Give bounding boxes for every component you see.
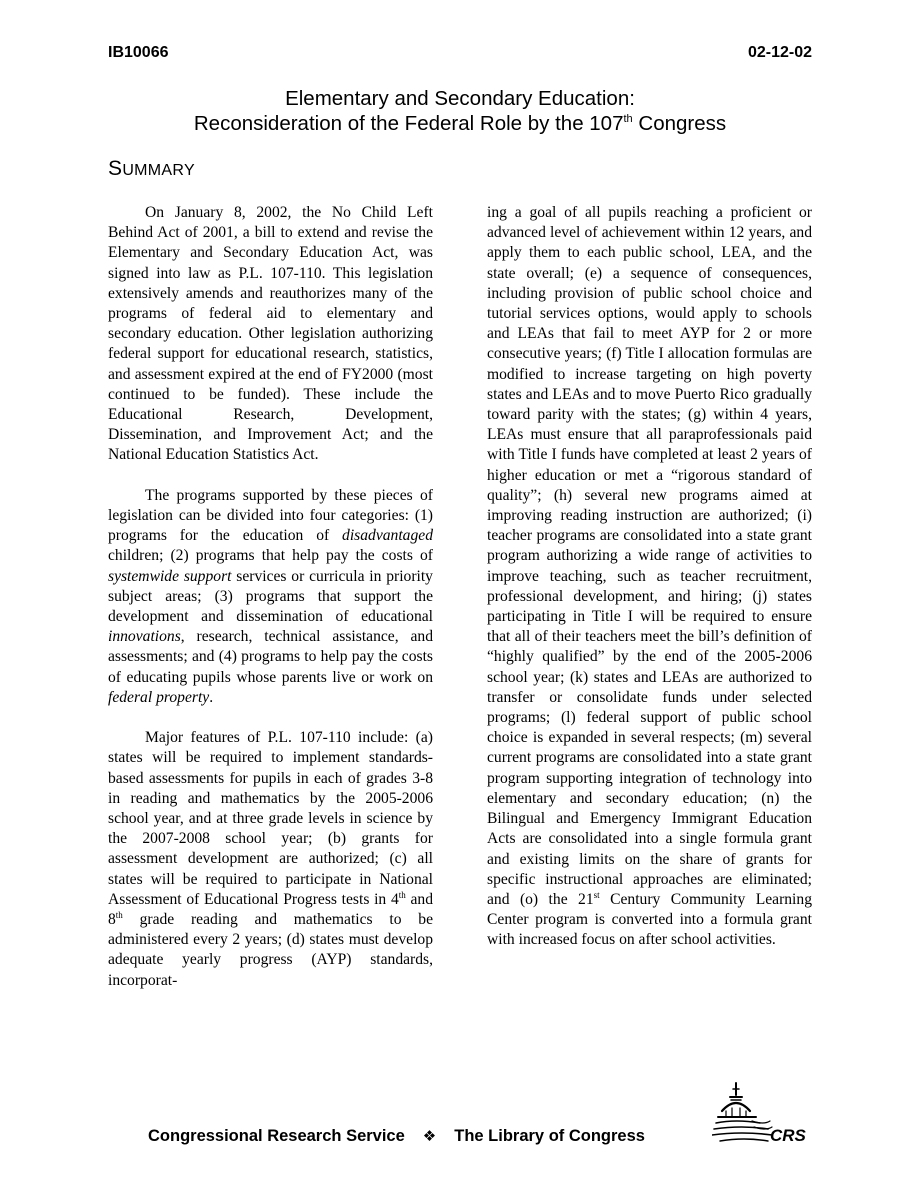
title-line-2-end: Congress	[632, 112, 727, 135]
text-run: ing a goal of all pupils reaching a proficient or advanced level of achievement within 12 years, and apply them to each public school, LEA, and the state overall; (e) a sequence of consequences, including provision of public school choice and tutorial services options, would apply to schools and LEAs that fail to meet AYP for 2 or more consecutive years; (f) Title I allocation formulas are modified to increase targeting on high poverty states and LEAs and to move Puerto Rico gradually toward parity with the states; (g) within 4 years, LEAs must ensure that all paraprofessionals paid with Title I funds have completed at least 2 years of higher education or met a “rigorous standard of quality”; (h) several new programs aimed at improving reading instruction are authorized; (i) teacher programs are consolidated into a state grant program authorizing a wide range of activities to improve teaching, such as teacher recruitment, professional development, and hiring; (j) states participating in Title I will be required to ensure that all of their teachers meet the bill’s definition of “highly qualified” by the end of the 2005-2006 school year; (k) states and LEAs are authorized to transfer or consolidate funds under selected programs; (l) federal support of public school choice is expanded in several respects; (m) several current programs are consolidated into a state grant program supporting integration of technology into elementary and secondary education; (n) the Bilingual and Emergency Immigrant Education Acts are consolidated into a single formula grant and existing limits on the share of grants for specific instructional approaches are eliminated; and (o) the 21	[487, 204, 812, 908]
title-line-2-text: Reconsideration of the Federal Role by the 107	[193, 112, 624, 135]
emphasis-disadvantaged: disadvantaged	[342, 527, 433, 545]
document-id: IB10066	[108, 44, 169, 61]
superscript: th	[398, 889, 406, 900]
superscript: st	[593, 889, 600, 900]
crs-logo-text: CRS	[770, 1126, 806, 1145]
paragraph-major-features	[108, 728, 433, 991]
text-run: The programs supported by these pieces of legislation can be divided into four categories: (1) programs for the education of	[108, 486, 433, 545]
title-line-2	[108, 111, 812, 136]
text-run: children; (2) programs that help pay the costs of	[108, 547, 433, 565]
text-run: Major features of P.L. 107-110 include: (a) states will be required to implement standards-based assessments for pupils in each of grades 3-8 in reading and mathematics by the 2005-2006 school year, and at three grade levels in science by the 2007-2008 school year; (b) grants for assessment development are authorized; (c) all states will be required to participate in National Assessment of Educational Progress tests in 4	[108, 729, 433, 908]
document-title	[108, 86, 812, 136]
text-run: , research, technical assistance, and assessments; and (4) programs to help pay the costs of educating pupils whose parents live or work on	[108, 628, 433, 686]
left-column	[108, 203, 433, 1011]
diamond-separator-icon: ❖	[422, 1127, 437, 1145]
section-heading-rest: UMMARY	[122, 162, 195, 179]
title-line-1: Elementary and Secondary Education:	[285, 87, 635, 110]
crs-logo-icon	[712, 1081, 812, 1153]
paragraph-categories	[108, 486, 433, 708]
emphasis-federal-property: federal property	[108, 688, 210, 706]
footer-org-name: Congressional Research Service	[148, 1127, 405, 1145]
document-date: 02-12-02	[747, 44, 812, 61]
superscript: th	[115, 909, 123, 920]
section-heading-summary	[108, 157, 195, 181]
paragraph-intro: On January 8, 2002, the No Child Left Behind Act of 2001, a bill to extend and revise the Elementary and Secondary Education Act, was signed into law as P.L. 107-110. This legislation extensively amends and reauthorizes many of the programs of federal aid to elementary and secondary education. Other legislation authorizing federal support for educational research, statistics, and assessment expired at the end of FY2000 (most continued to be funded). These include the Educational Research, Development, Dissemination, and Improvement Act; and the National Education Statistics Act.	[108, 204, 433, 464]
page-footer	[108, 1127, 812, 1157]
emphasis-systemwide-support: systemwide support	[108, 567, 232, 585]
text-run: Century Community Learning Center program is converted into a formula grant with increased focus on after school activities.	[487, 890, 812, 949]
paragraph-major-features-continued	[487, 203, 812, 951]
text-run: .	[209, 688, 214, 706]
text-run: and 8	[108, 890, 433, 929]
capitol-dome-icon	[712, 1081, 812, 1153]
title-superscript: th	[623, 113, 633, 126]
footer-text	[148, 1127, 645, 1146]
text-run: grade reading and mathematics to be administered every 2 years; (d) states must develop adequate yearly progress (AYP) standards, incorporat-	[108, 911, 433, 989]
section-heading-initial: S	[108, 157, 123, 180]
text-run: services or curricula in priority subject areas; (3) programs that support the development and dissemination of educational	[108, 567, 433, 626]
emphasis-innovations: innovations	[108, 628, 181, 646]
footer-library-name: The Library of Congress	[454, 1127, 645, 1145]
right-column	[487, 203, 812, 971]
